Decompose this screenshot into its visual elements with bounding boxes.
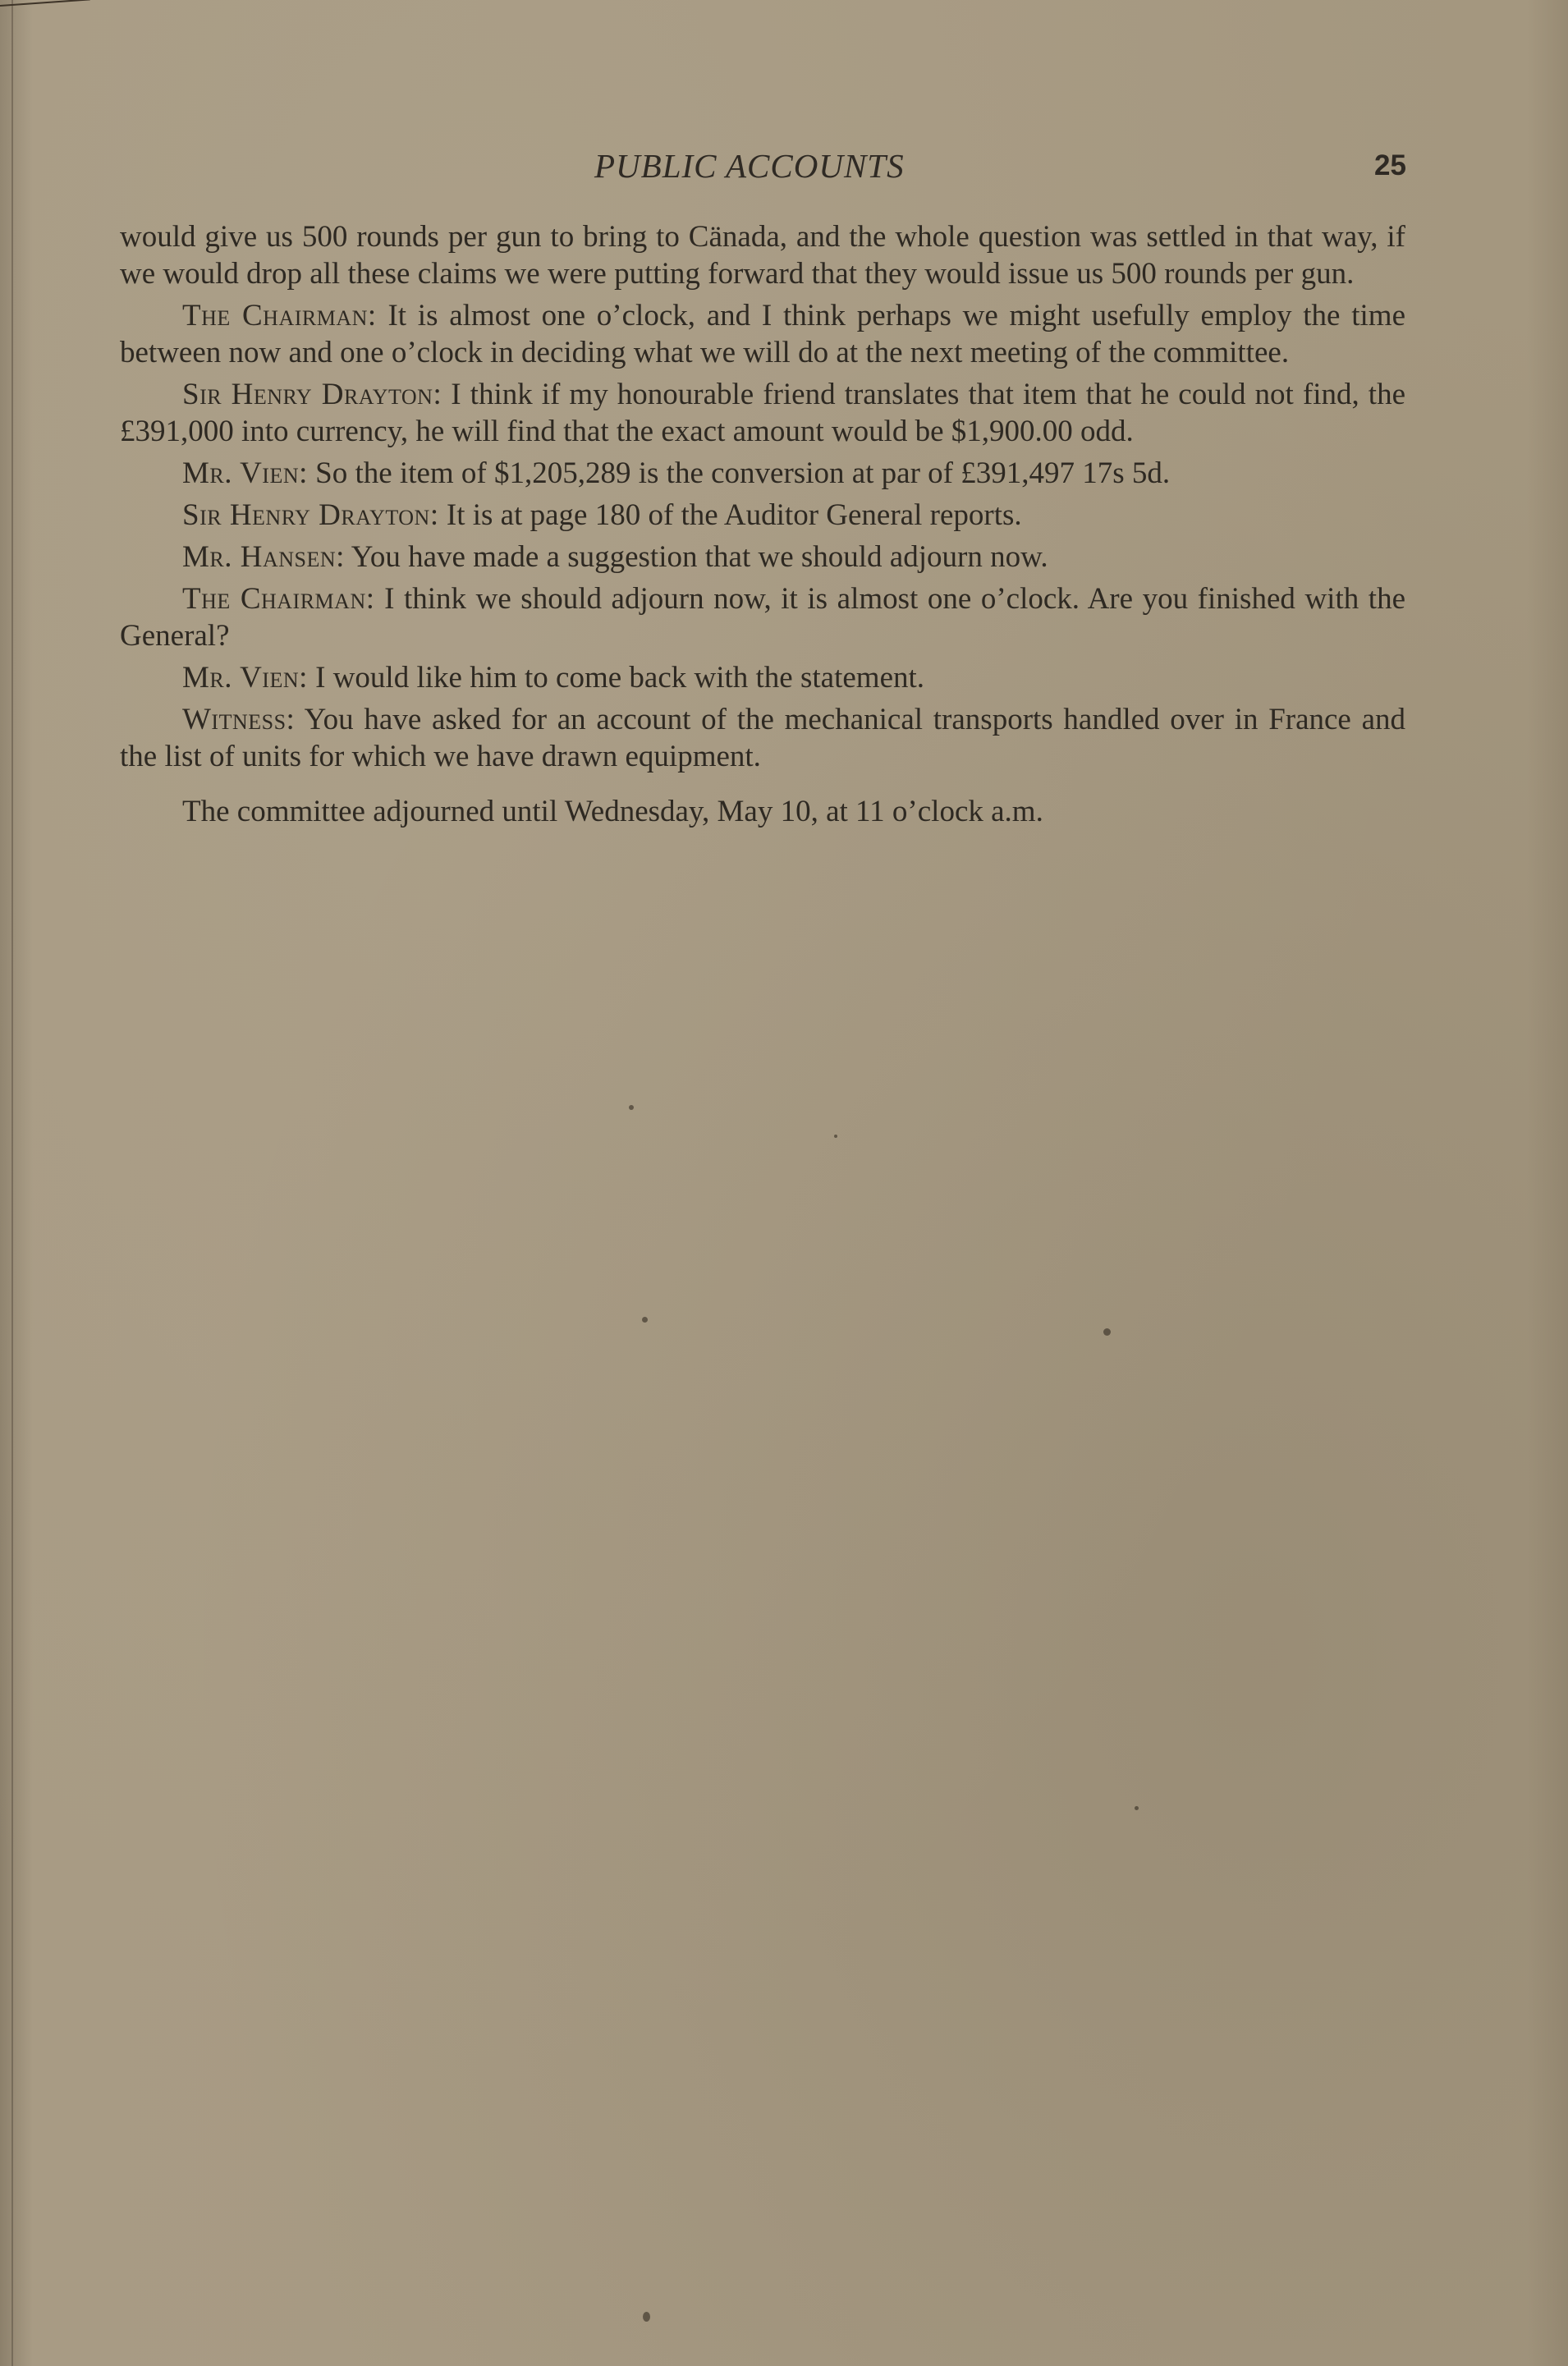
paragraph-text: I would like him to come back with the statement. [307, 661, 925, 695]
speaker-name: Mr. Vien: [182, 456, 308, 490]
paragraph-text: I think if my honourable friend translates that item that he could not find, the £391,000 into currency, he will find that the exact amount would be $1,900.00 odd. [120, 378, 1405, 448]
page-edge-shadow [11, 0, 13, 2366]
paper-speck [1135, 1806, 1139, 1810]
paragraph-text: You have made a suggestion that we should adjourn now. [344, 540, 1048, 574]
speaker-name: Witness: [182, 703, 296, 736]
adjournment-note: The committee adjourned until Wednesday, May 10, at 11 o’clock a.m. [182, 795, 1043, 828]
paper-speck [1103, 1328, 1111, 1336]
paper-speck [642, 1317, 648, 1323]
speaker-name: Sir Henry Drayton: [182, 498, 439, 532]
paragraph-text: You have asked for an account of the mechanical transports handled over in France and the list of units for which we have drawn equipment. [120, 703, 1405, 773]
paragraph [120, 580, 1405, 654]
paragraph-text: I think we should adjourn now, it is almost one o’clock. Are you finished with the General? [120, 582, 1405, 653]
paragraph-text: It is at page 180 of the Auditor General reports. [438, 498, 1022, 532]
paragraph [120, 297, 1405, 371]
paragraph [120, 455, 1405, 492]
speaker-name: The Chairman: [182, 582, 375, 616]
paper-speck [629, 1105, 634, 1110]
paragraph [120, 497, 1405, 534]
paragraph [120, 539, 1405, 575]
body-text [120, 218, 1405, 835]
paragraph [120, 376, 1405, 450]
paragraph [120, 659, 1405, 696]
page-number: 25 [1374, 149, 1406, 181]
speaker-name: The Chairman: [182, 299, 377, 332]
page-header [0, 141, 1568, 190]
paragraph [120, 218, 1405, 292]
speaker-name: Mr. Vien: [182, 661, 308, 695]
speaker-name: Mr. Hansen: [182, 540, 345, 574]
speaker-name: Sir Henry Drayton: [182, 378, 442, 411]
paper-speck [834, 1135, 837, 1138]
paper-speck [643, 2312, 650, 2322]
running-title: PUBLIC ACCOUNTS [594, 147, 905, 185]
corner-mark [0, 0, 90, 7]
paragraph [120, 701, 1405, 775]
paragraph-text: would give us 500 rounds per gun to bring to Cänada, and the whole question was settled in that way, if we would drop all these claims we were putting forward that they would issue us 500 rounds per gun. [120, 220, 1405, 291]
paragraph-text: So the item of $1,205,289 is the conversion at par of £391,497 17s 5d. [307, 456, 1171, 490]
paragraph-text: It is almost one o’clock, and I think perhaps we might usefully employ the time between now and one o’clock in deciding what we will do at the next meeting of the committee. [120, 299, 1405, 369]
